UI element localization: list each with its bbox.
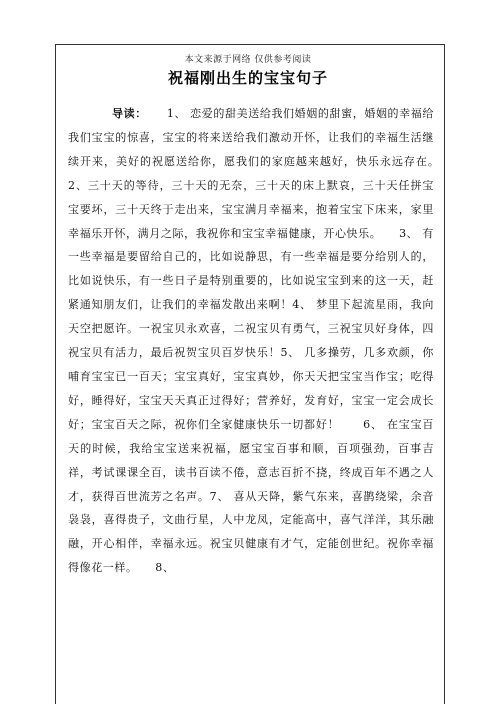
document-title: 祝福刚出生的宝宝句子: [167, 69, 328, 87]
article-body: [68, 102, 458, 580]
source-note: 本文来源于网络 仅供参考阅读: [184, 55, 312, 65]
article-text: 1、 恋爱的甜美送给我们婚姻的甜蜜，婚姻的幸福给我们宝宝的惊喜，宝宝的将来送给我们激动开怀，让我们的幸福生活继续开来，美好的祝愿送给你，愿我们的家庭越来越好，快乐永远存在。 2、三十天的等待，三十天的无奈，三十天的床上默哀，三十天任拼宝宝要坏，三十天终于走出来，宝宝满月幸福来，抱着宝宝下床来，家里幸福乐开怀，满月之际，我祝你和宝宝幸福健康，开心快乐。 3、 有一些幸福是要留给自己的，比如说静思，有一些幸福是要分给别人的，比如说快乐，有一些日子是特别重要的，比如说宝宝到来的这一天，赶紧通知朋友们，让我们的幸福发散出来啊！4、 梦里下起流星雨，我向天空把愿许。一祝宝贝永欢喜，二祝宝贝有勇气，三祝宝贝好身体，四祝宝贝有活力，最后祝贺宝贝百岁快乐！5、 几多操劳，几多欢颜，你哺育宝宝已一百天；宝宝真好，宝宝真妙，你天天把宝宝当作宝；吃得好，睡得好，宝宝天天真正过得好；营养好，发育好，宝宝一定会成长好；宝宝百天之际，祝你们全家健康快乐一切都好！ 6、 在宝宝百天的时候，我给宝宝送来祝福，愿宝宝百事和顺，百项强劲，百事吉祥，考试课课全百，读书百读不倦，意志百折不挠，终成百年不遇之人才，获得百世流芳之名声。7、 喜从天降，紫气东来，喜鹊绕梁，余音袅袅，喜得贵子，文曲行星，人中龙凤，定能高中，喜气洋洋，其乐融融，开心相伴，幸福永远。祝宝贝健康有才气，定能创世纪。祝你幸福得像花一样。 8、: [68, 107, 458, 575]
intro-label: 导读：: [112, 107, 147, 120]
